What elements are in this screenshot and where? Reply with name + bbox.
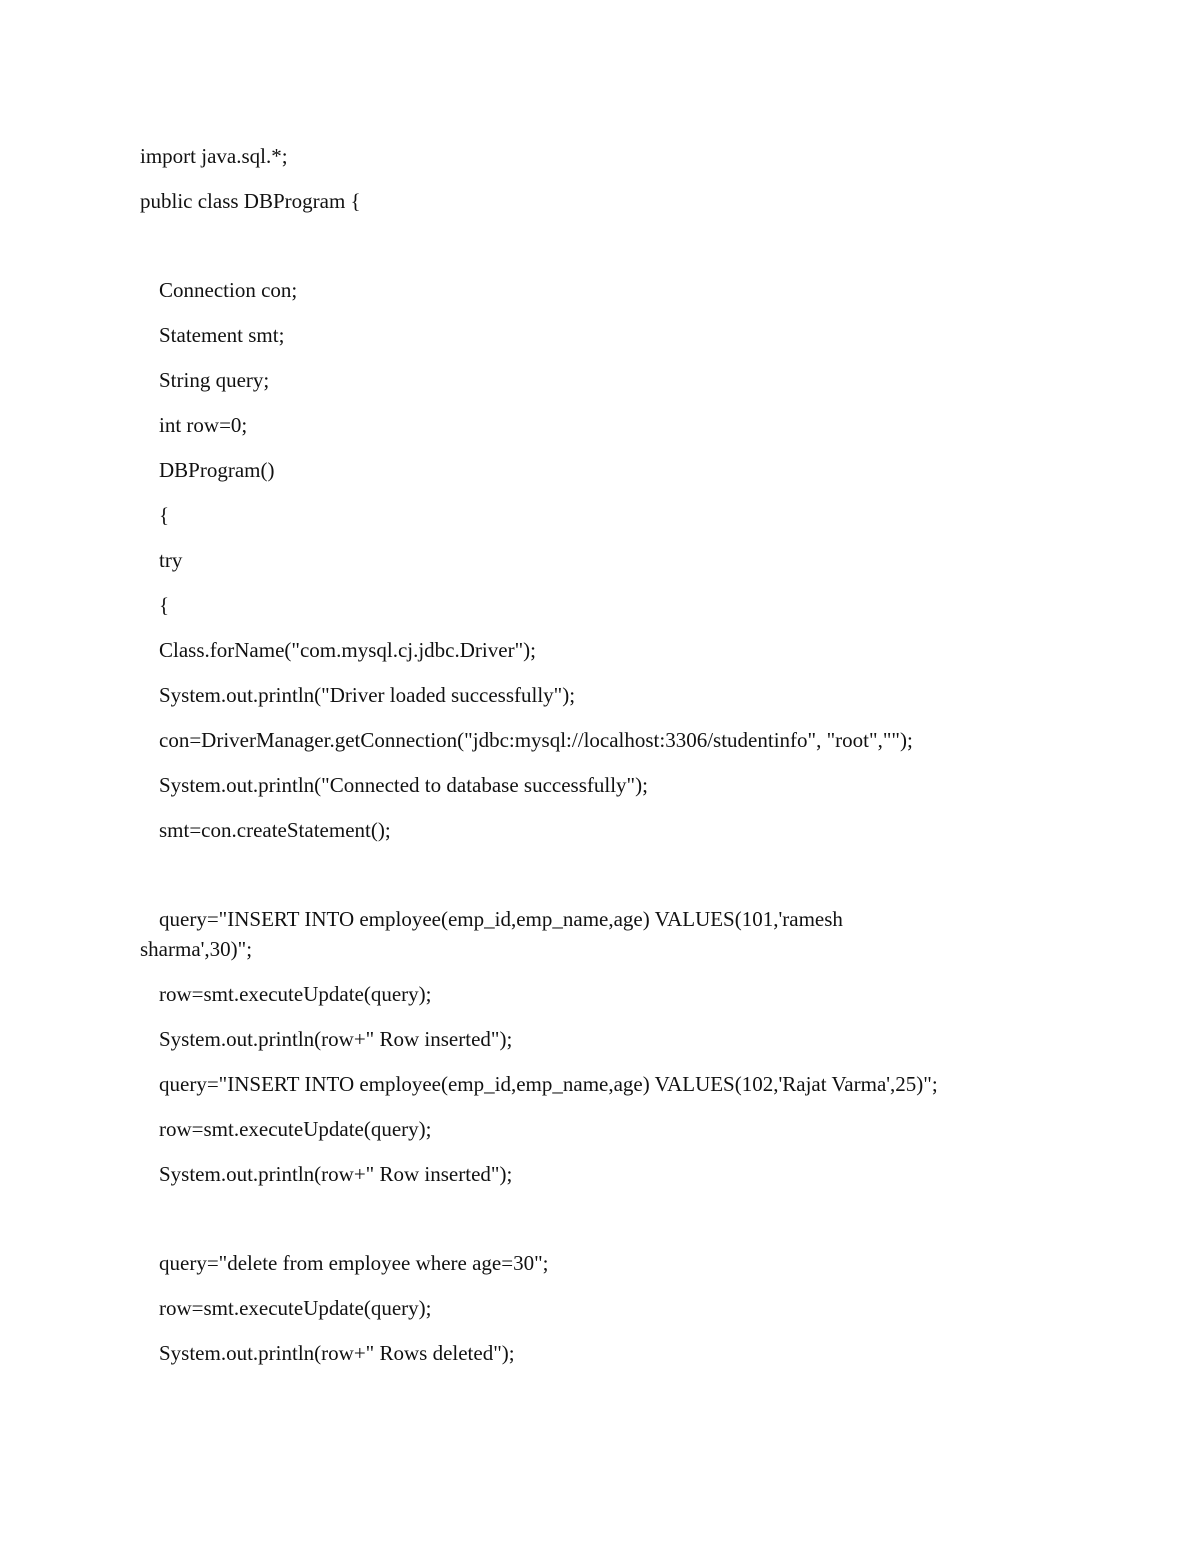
code-line: row=smt.executeUpdate(query); (159, 982, 432, 1006)
code-line: Connection con; (159, 278, 298, 302)
code-line: con=DriverManager.getConnection("jdbc:mysql://localhost:3306/studentinfo", "root",""); (159, 728, 913, 752)
code-line: query="INSERT INTO employee(emp_id,emp_name,age) VALUES(102,'Rajat Varma',25)"; (159, 1072, 938, 1096)
code-line: { (159, 593, 170, 617)
code-line: Statement smt; (159, 323, 285, 347)
code-line: DBProgram() (159, 458, 275, 482)
code-line: query="INSERT INTO employee(emp_id,emp_name,age) VALUES(101,'ramesh (159, 907, 843, 931)
code-line: import java.sql.*; (140, 144, 288, 168)
code-line: System.out.println(row+" Row inserted"); (159, 1027, 513, 1051)
code-line: Class.forName("com.mysql.cj.jdbc.Driver"); (159, 638, 536, 662)
code-line: query="delete from employee where age=30"; (159, 1251, 549, 1275)
code-line: { (159, 503, 170, 527)
code-line: row=smt.executeUpdate(query); (159, 1296, 432, 1320)
code-line: System.out.println(row+" Rows deleted"); (159, 1341, 515, 1365)
code-line: String query; (159, 368, 270, 392)
code-line: System.out.println(row+" Row inserted"); (159, 1162, 513, 1186)
code-line: try (159, 548, 183, 572)
code-line: public class DBProgram { (140, 189, 361, 213)
code-line: System.out.println("Connected to database successfully"); (159, 773, 648, 797)
code-line: int row=0; (159, 413, 248, 437)
code-line: smt=con.createStatement(); (159, 818, 391, 842)
code-line: sharma',30)"; (140, 937, 253, 961)
code-line: System.out.println("Driver loaded successfully"); (159, 683, 576, 707)
code-line: row=smt.executeUpdate(query); (159, 1117, 432, 1141)
